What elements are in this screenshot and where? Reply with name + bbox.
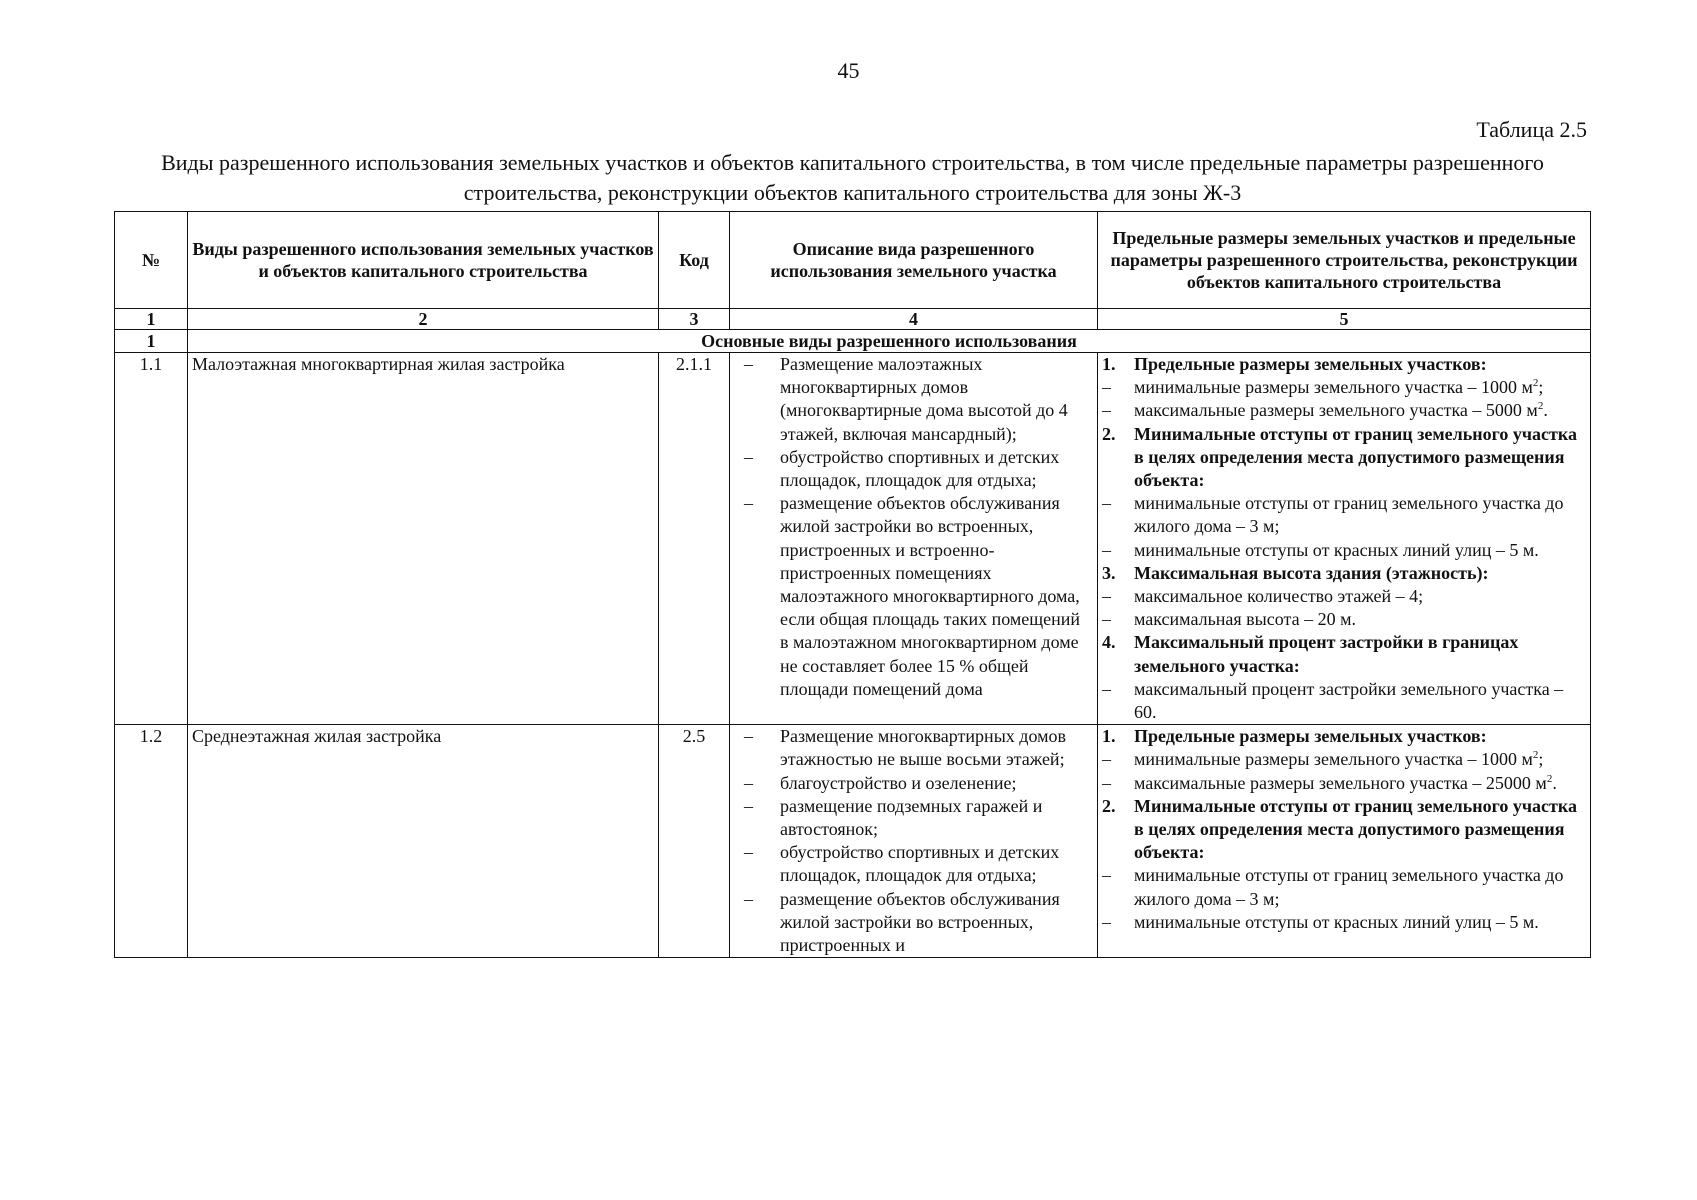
- column-number: 1: [115, 309, 188, 330]
- list-item: – Размещение малоэтажных многоквартирных домов (многоквартирные дома высотой до 4 этажей, включая мансардный);: [744, 354, 1068, 444]
- column-number: 2: [188, 309, 659, 330]
- header-code: Код: [659, 212, 730, 309]
- header-no: №: [115, 212, 188, 309]
- zoning-table: [114, 211, 1591, 958]
- params-item: – минимальные отступы от границ земельного участка до жилого дома – 3 м;: [1102, 493, 1564, 537]
- column-number: 5: [1098, 309, 1591, 330]
- list-item: – размещение объектов обслуживания жилой застройки во встроенных, пристроенных и встроенно-пристроенных помещениях малоэтажного многоквартирного дома, если общая площадь таких помещений в малоэтажном многоквартирном доме не составляет более 15 % общей площади помещений дома: [744, 493, 1081, 699]
- table-caption: Виды разрешенного использования земельных участков и объектов капитального строительства, в том числе предельные параметры разрешенного строительства, реконструкции объектов капитального строительства для зоны Ж-3: [161, 150, 1544, 205]
- row-number: 1.2: [115, 725, 188, 958]
- limit-params: [1098, 725, 1591, 958]
- table-label: Таблица 2.5: [1476, 117, 1587, 142]
- use-description: [730, 353, 1098, 725]
- params-item: – минимальные размеры земельного участка – 1000 $м^2$;: [1102, 749, 1544, 770]
- column-number-row: [115, 309, 1591, 330]
- use-type-name: Малоэтажная многоквартирная жилая застройка: [188, 353, 659, 725]
- params-item: – максимальный процент застройки земельного участка – 60.: [1102, 678, 1564, 723]
- list-item: – размещение подземных гаражей и автостоянок;: [744, 795, 1043, 840]
- use-description: [730, 725, 1098, 958]
- params-heading: 2. Минимальные отступы от границ земельного участка в целях определения места допустимого размещения объекта:: [1102, 423, 1577, 491]
- params-heading: 4. Максимальный процент застройки в границах земельного участка:: [1102, 632, 1519, 676]
- params-heading: 2. Минимальные отступы от границ земельного участка в целях определения места допустимого размещения объекта:: [1102, 795, 1577, 863]
- use-code: 2.1.1: [659, 353, 730, 725]
- table-row: [115, 353, 1591, 725]
- params-item: – минимальные отступы от границ земельного участка до жилого дома – 3 м;: [1102, 865, 1564, 909]
- params-item: – минимальные отступы от красных линий улиц – 5 м.: [1102, 539, 1539, 560]
- table-row: [115, 725, 1591, 958]
- params-item: – минимальные отступы от красных линий улиц – 5 м.: [1102, 911, 1539, 932]
- params-item: – максимальные размеры земельного участка – 5000 $м^2$.: [1102, 400, 1548, 421]
- params-item: – максимальные размеры земельного участка – 25000 $м^2$.: [1102, 772, 1557, 793]
- params-item: – максимальное количество этажей – 4;: [1102, 586, 1424, 607]
- use-type-name: Среднеэтажная жилая застройка: [188, 725, 659, 958]
- section-number: 1: [115, 330, 188, 353]
- params-item: – максимальная высота – 20 м.: [1102, 609, 1356, 630]
- column-number: 4: [730, 309, 1098, 330]
- use-code: 2.5: [659, 725, 730, 958]
- params-item: – минимальные размеры земельного участка – 1000 $м^2$;: [1102, 377, 1544, 398]
- list-item: – размещение объектов обслуживания жилой застройки во встроенных, пристроенных и: [744, 888, 1060, 956]
- section-title: Основные виды разрешенного использования: [188, 330, 1591, 353]
- header-name: Виды разрешенного использования земельных участков и объектов капитального строительства: [188, 212, 659, 309]
- header-description: Описание вида разрешенного использования земельного участка: [730, 212, 1098, 309]
- params-heading: 3. Максимальная высота здания (этажность):: [1102, 562, 1489, 583]
- row-number: 1.1: [115, 353, 188, 725]
- page-number: 45: [837, 58, 860, 83]
- list-item: – Размещение многоквартирных домов этажностью не выше восьми этажей;: [744, 726, 1066, 770]
- column-number: 3: [659, 309, 730, 330]
- section-row: [115, 330, 1591, 353]
- header-params: Предельные размеры земельных участков и предельные параметры разрешенного строительства, реконструкции объектов капитального строительства: [1098, 212, 1591, 309]
- list-item: – обустройство спортивных и детских площадок, площадок для отдыха;: [744, 446, 1060, 491]
- list-item: – благоустройство и озеленение;: [744, 772, 1017, 793]
- header-row: [115, 212, 1591, 309]
- params-heading: 1. Предельные размеры земельных участков:: [1102, 726, 1487, 747]
- limit-params: [1098, 353, 1591, 725]
- list-item: – обустройство спортивных и детских площадок, площадок для отдыха;: [744, 842, 1060, 886]
- params-heading: 1. Предельные размеры земельных участков:: [1102, 354, 1487, 374]
